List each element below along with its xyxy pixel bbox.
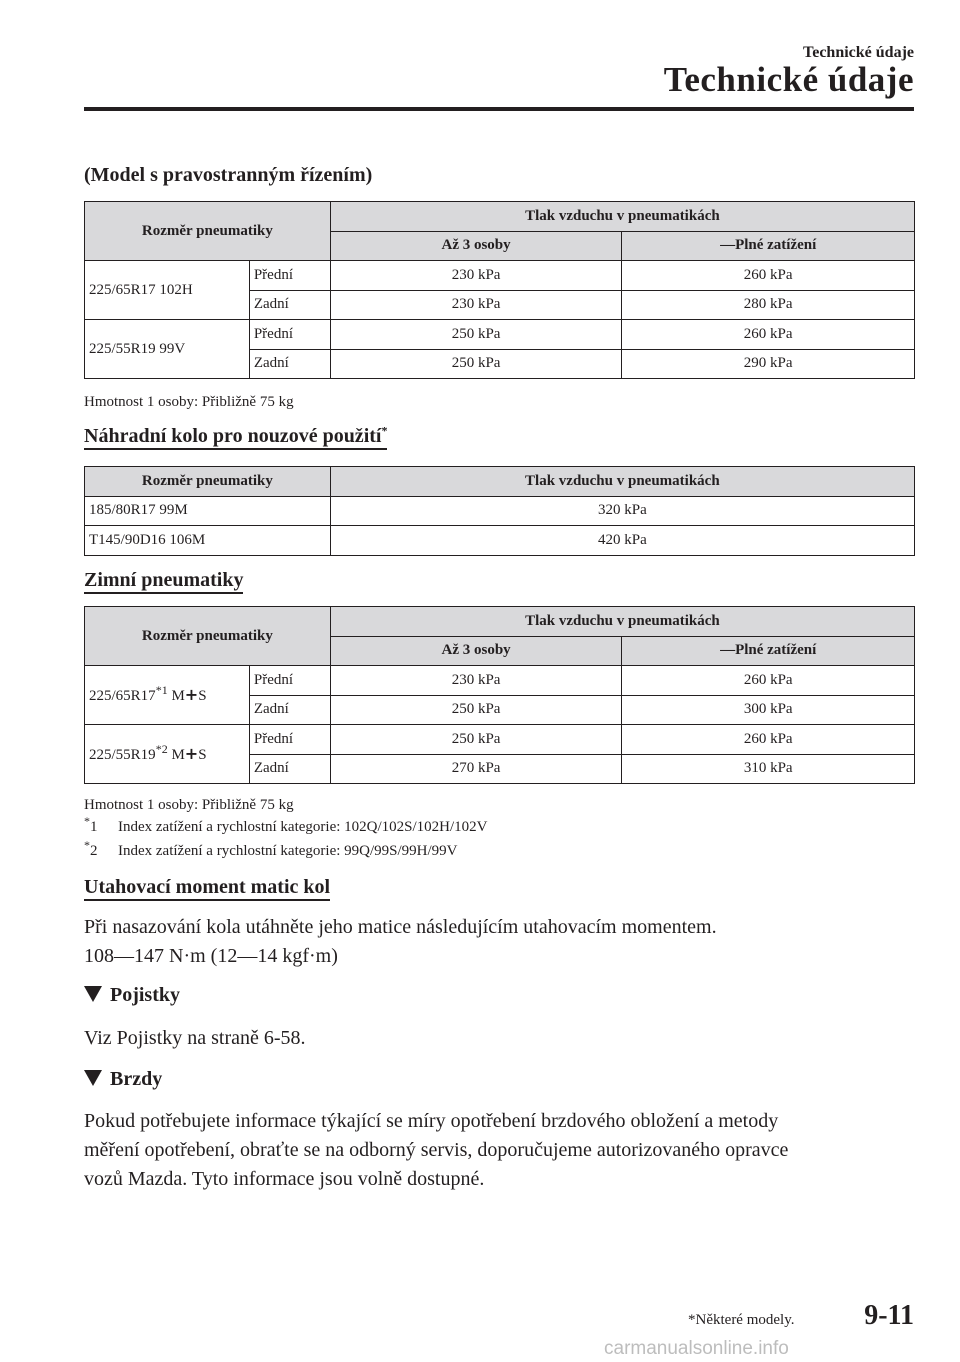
pressure-cell: 250 kPa: [330, 349, 622, 379]
footnote-num: 1: [90, 819, 98, 835]
chapter-title: Technické údaje: [663, 60, 914, 99]
th-pressure: Tlak vzduchu v pneumatikách: [330, 202, 914, 232]
th-full-load: ―Plné zatížení: [622, 231, 915, 261]
some-models-footnote: *Některé modely.: [688, 1312, 795, 1328]
pressure-cell: 270 kPa: [330, 754, 622, 784]
axle-cell: Přední: [249, 261, 330, 291]
pressure-cell: 250 kPa: [330, 695, 622, 725]
th-pressure: Tlak vzduchu v pneumatikách: [330, 607, 914, 637]
pressure-cell: 230 kPa: [330, 290, 622, 320]
table-row: [85, 496, 915, 526]
page-number: 9-11: [864, 1300, 914, 1331]
pressure-cell: 260 kPa: [622, 261, 915, 291]
plus-icon: +: [184, 685, 199, 704]
brakes-text: [84, 1107, 924, 1194]
pressure-cell: 300 kPa: [622, 695, 915, 725]
table-row: [85, 320, 915, 350]
pressure-cell: 250 kPa: [330, 725, 622, 755]
footnote-1: [84, 814, 488, 836]
some-models-mark: *: [381, 423, 388, 438]
winter-title-text: Zimní pneumatiky: [84, 569, 243, 594]
axle-cell: Přední: [249, 320, 330, 350]
table-row: [85, 725, 915, 755]
ms-m: M: [171, 688, 185, 704]
axle-cell: Zadní: [249, 290, 330, 320]
th-full-load: ―Plné zatížení: [622, 636, 915, 666]
pressure-cell: 290 kPa: [622, 349, 915, 379]
fuses-title-text: Pojistky: [110, 984, 180, 1006]
table-row: [85, 261, 915, 291]
footnote-num: 2: [90, 843, 98, 859]
th-up-to-3: Až 3 osoby: [330, 231, 622, 261]
section-fuses-title: [84, 984, 180, 1007]
pressure-cell: 250 kPa: [330, 320, 622, 350]
pressure-cell: 260 kPa: [622, 666, 915, 696]
rhd-tire-pressure-table: [84, 201, 915, 379]
triangle-bullet-icon: [84, 1070, 102, 1086]
th-pressure: Tlak vzduchu v pneumatikách: [330, 467, 914, 497]
tire-size-text: 225/55R19: [89, 747, 156, 763]
tire-size-cell: T145/90D16 106M: [85, 526, 331, 556]
torque-line-1: Při nasazování kola utáhněte jeho matice následujícím utahovacím momentem.: [84, 916, 717, 938]
pressure-cell: 260 kPa: [622, 725, 915, 755]
person-weight-note: Hmotnost 1 osoby: Přibližně 75 kg: [84, 394, 294, 410]
footnote-star: *: [84, 838, 90, 852]
footnote-star: *: [84, 814, 90, 828]
footnote-text: Index zatížení a rychlostní kategorie: 102Q/102S/102H/102V: [118, 819, 488, 835]
spare-tire-table: [84, 466, 915, 556]
section-spare-title: [84, 425, 387, 448]
fuses-text: Viz Pojistky na straně 6-58.: [84, 1027, 306, 1049]
ms-m: M: [171, 747, 185, 763]
footnote-2: [84, 838, 458, 860]
tire-size-text: 225/65R17: [89, 688, 156, 704]
brakes-title-text: Brzdy: [110, 1068, 163, 1090]
footnote-ref: *1: [155, 683, 168, 697]
th-tire-size: Rozměr pneumatiky: [85, 607, 331, 666]
th-tire-size: Rozměr pneumatiky: [85, 467, 331, 497]
pressure-cell: 230 kPa: [330, 666, 622, 696]
axle-cell: Zadní: [249, 349, 330, 379]
axle-cell: Přední: [249, 666, 330, 696]
running-header: Technické údaje: [803, 44, 914, 61]
footnote-text: Index zatížení a rychlostní kategorie: 99Q/99S/99H/99V: [118, 843, 458, 859]
tire-size-cell: 185/80R17 99M: [85, 496, 331, 526]
pressure-cell: 420 kPa: [330, 526, 914, 556]
triangle-bullet-icon: [84, 986, 102, 1002]
pressure-cell: 230 kPa: [330, 261, 622, 291]
header-rule: [84, 107, 914, 111]
section-winter-title: [84, 569, 243, 592]
section-torque-title: [84, 876, 330, 899]
pressure-cell: 310 kPa: [622, 754, 915, 784]
tire-size-cell: 225/65R17 102H: [85, 261, 250, 320]
th-up-to-3: Až 3 osoby: [330, 636, 622, 666]
brakes-line-3: vozů Mazda. Tyto informace jsou volně dostupné.: [84, 1168, 485, 1190]
pressure-cell: 280 kPa: [622, 290, 915, 320]
brakes-line-1: Pokud potřebujete informace týkající se míry opotřebení brzdového obložení a metody: [84, 1110, 779, 1132]
watermark: carmanualsonline.info: [604, 1338, 789, 1359]
torque-text: [84, 913, 884, 971]
table-row: [85, 526, 915, 556]
ms-s: S: [198, 688, 207, 704]
section-brakes-title: [84, 1068, 162, 1091]
table-row: [85, 666, 915, 696]
pressure-cell: 260 kPa: [622, 320, 915, 350]
tire-size-cell: [85, 666, 250, 725]
spare-title-text: Náhradní kolo pro nouzové použití: [84, 425, 382, 447]
th-tire-size: Rozměr pneumatiky: [85, 202, 331, 261]
person-weight-note: Hmotnost 1 osoby: Přibližně 75 kg: [84, 797, 294, 813]
torque-line-2: 108―147 N·m (12―14 kgf·m): [84, 945, 338, 967]
tire-size-cell: [85, 725, 250, 784]
tire-size-cell: 225/55R19 99V: [85, 320, 250, 379]
axle-cell: Zadní: [249, 695, 330, 725]
axle-cell: Přední: [249, 725, 330, 755]
plus-icon: +: [184, 744, 199, 763]
brakes-line-2: měření opotřebení, obraťte se na odborný servis, doporučujeme autorizovaného opravce: [84, 1139, 789, 1161]
ms-s: S: [198, 747, 207, 763]
section-rhd-title: (Model s pravostranným řízením): [84, 164, 373, 186]
winter-tire-table: [84, 606, 915, 784]
pressure-cell: 320 kPa: [330, 496, 914, 526]
axle-cell: Zadní: [249, 754, 330, 784]
footnote-ref: *2: [155, 742, 168, 756]
torque-title-text: Utahovací moment matic kol: [84, 876, 330, 901]
